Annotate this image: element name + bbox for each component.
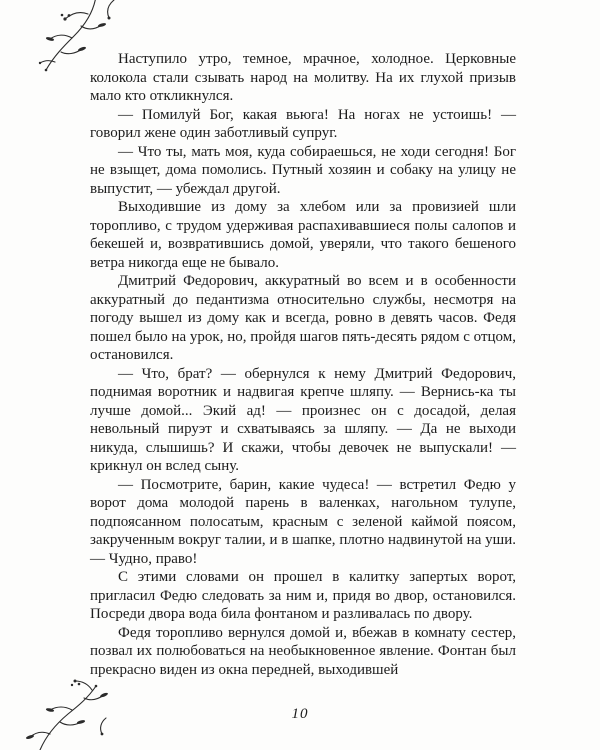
- paragraph: — Что ты, мать моя, куда собираешься, не ходи сегодня! Бог не взыщет, дома помолись. Путный хозяин и собаку на улицу не выпустит, — убеждал другой.: [90, 143, 516, 197]
- paragraph: — Что, брат? — обернулся к нему Дмитрий Федорович, поднимая воротник и надвигая крепче шляпу. — Вернись-ка ты лучше домой... Экий ад! — произнес он с досадой, делая невольный пируэт и схватываясь за шляпу. — Да не выходи никуда, слышишь? И скажи, чтобы девочек не выпускали! — крикнул он вслед сыну.: [90, 365, 516, 474]
- paragraph: Наступило утро, темное, мрачное, холодное. Церковные колокола стали сзывать народ на молитву. На их глухой призыв мало кто откликнулся.: [90, 51, 516, 104]
- paragraph: — Помилуй Бог, какая вьюга! На ногах не устоишь! — говорил жене один заботливый супруг.: [90, 106, 516, 141]
- paragraph: Федя торопливо вернулся домой и, вбежав в комнату сестер, позвал их полюбоваться на необыкновенное явление. Фонтан был прекрасно виден из окна передней, выходившей: [90, 624, 516, 678]
- paragraph: Выходившие из дому за хлебом или за провизией шли торопливо, с трудом удерживая распахивавшиеся полы салопов и бекешей и, возвратившись домой, уверяли, что такого бешеного ветра никогда еще не бывало.: [90, 199, 516, 271]
- paragraph: Дмитрий Федорович, аккуратный во всем и в особенности аккуратный до педантизма относительно службы, несмотря на погоду вышел из дому как и всегда, ровно в девять часов. Федя пошел было на урок, но, пройдя шагов пять-десять рядом с отцом, остановился.: [90, 273, 516, 363]
- page-number: 10: [291, 706, 309, 722]
- page-text: [90, 50, 516, 679]
- paragraph: — Посмотрите, барин, какие чудеса! — встретил Федю у ворот дома молодой парень в валенках, нагольном тулупе, подпоясанном полосатым, красным с зеленой каймой поясом, закрученным вокруг талии, и в шапке, плотно надвинутой на уши. — Чудно, право!: [90, 476, 516, 567]
- paragraph: С этими словами он прошел в калитку запертых ворот, пригласил Федю следовать за ним и, придя во двор, остановился. Посреди двора вода била фонтаном и разливалась по двору.: [90, 569, 516, 622]
